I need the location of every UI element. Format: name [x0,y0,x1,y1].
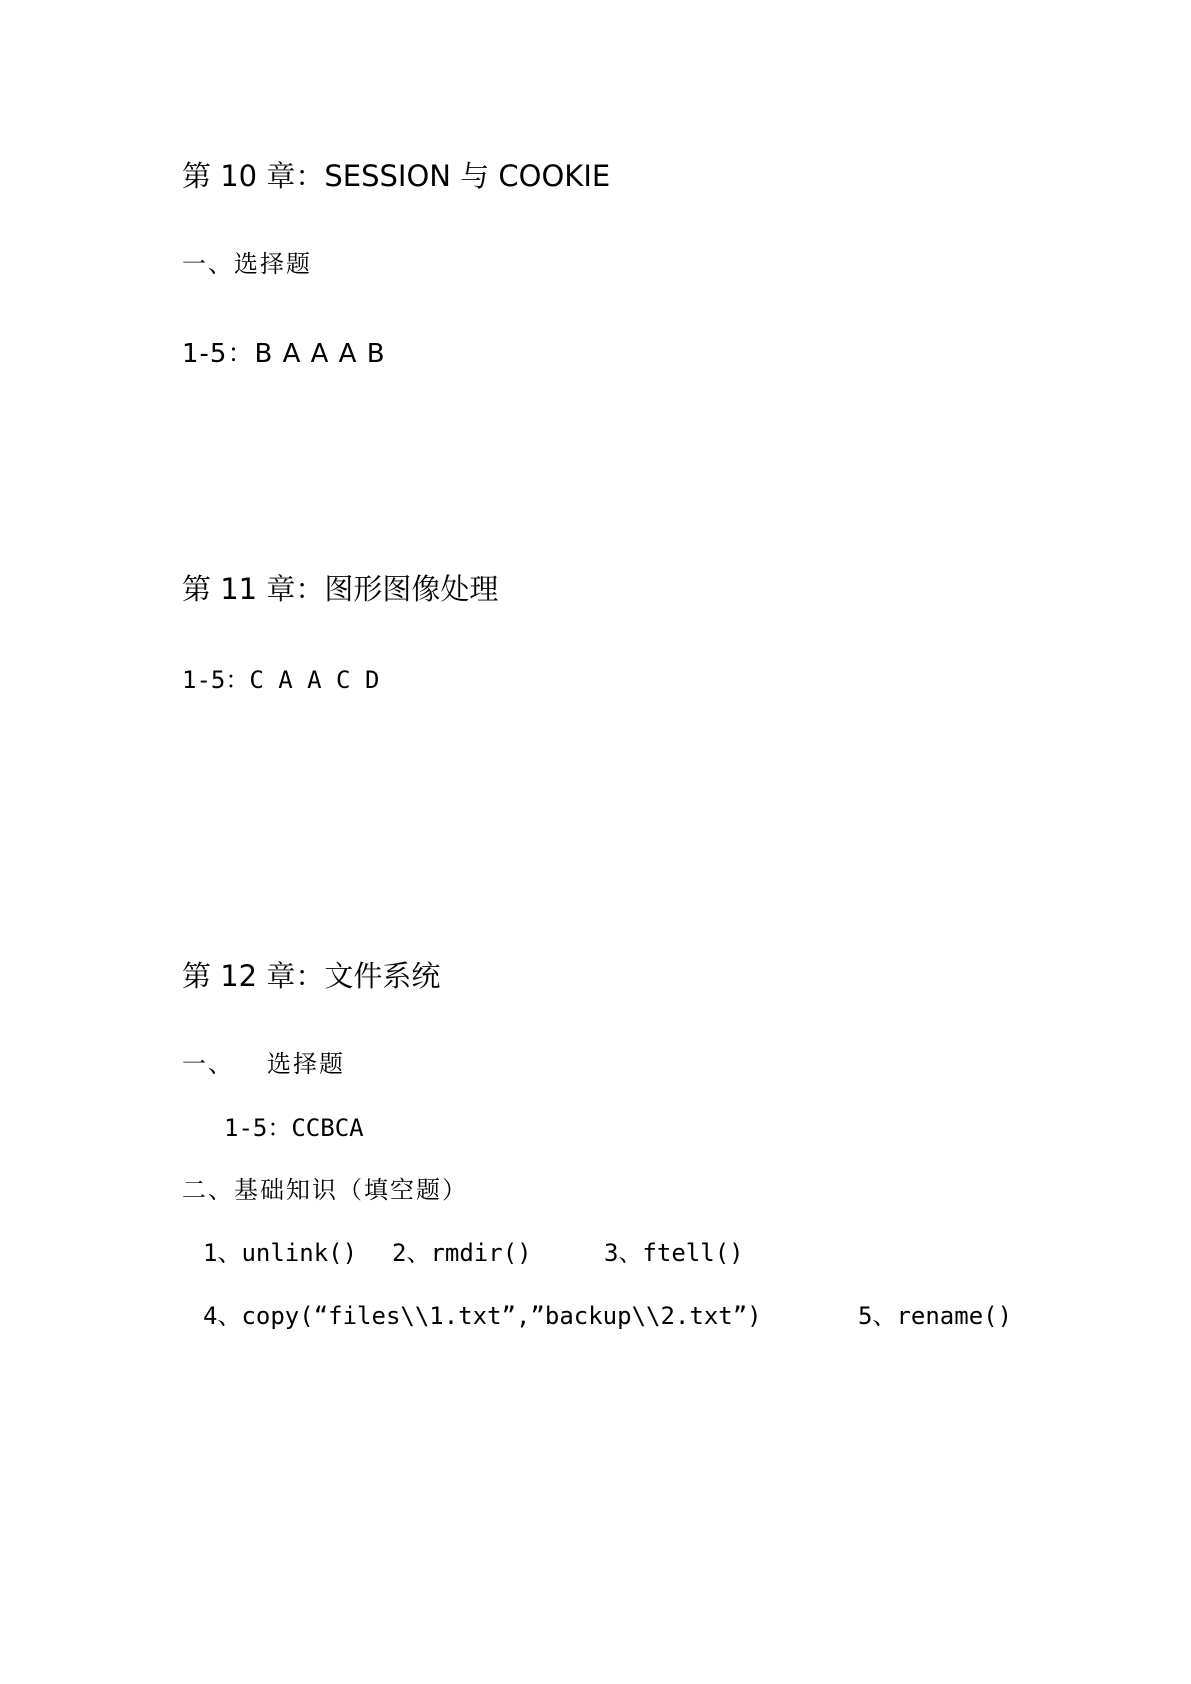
fill-answer-1: 1、unlink() [203,1239,358,1267]
chapter-11-answers: 1-5：C A A C D [182,666,380,694]
chapter-12-section1-title: 选择题 [267,1050,345,1078]
chapter-10-heading: 第 10 章：SESSION 与 COOKIE [182,159,611,193]
chapter-10-answers: 1-5：B A A A B [182,339,386,369]
fill-answer-5: 5、rename() [858,1302,1013,1330]
chapter-12-answers: 1-5：CCBCA [224,1114,364,1142]
chapter-12-section2: 二、基础知识（填空题） [182,1176,468,1204]
fill-answer-2: 2、rmdir() [392,1239,532,1267]
chapter-10-section-multiple-choice: 一、选择题 [182,250,312,278]
chapter-12-heading: 第 12 章：文件系统 [182,959,441,993]
fill-answer-4: 4、copy(“files\\1.txt”,”backup\\2.txt”) [203,1302,762,1330]
fill-answer-3: 3、ftell() [604,1239,744,1267]
chapter-12-section1-number: 一、 [182,1050,234,1078]
chapter-11-heading: 第 11 章：图形图像处理 [182,572,499,606]
